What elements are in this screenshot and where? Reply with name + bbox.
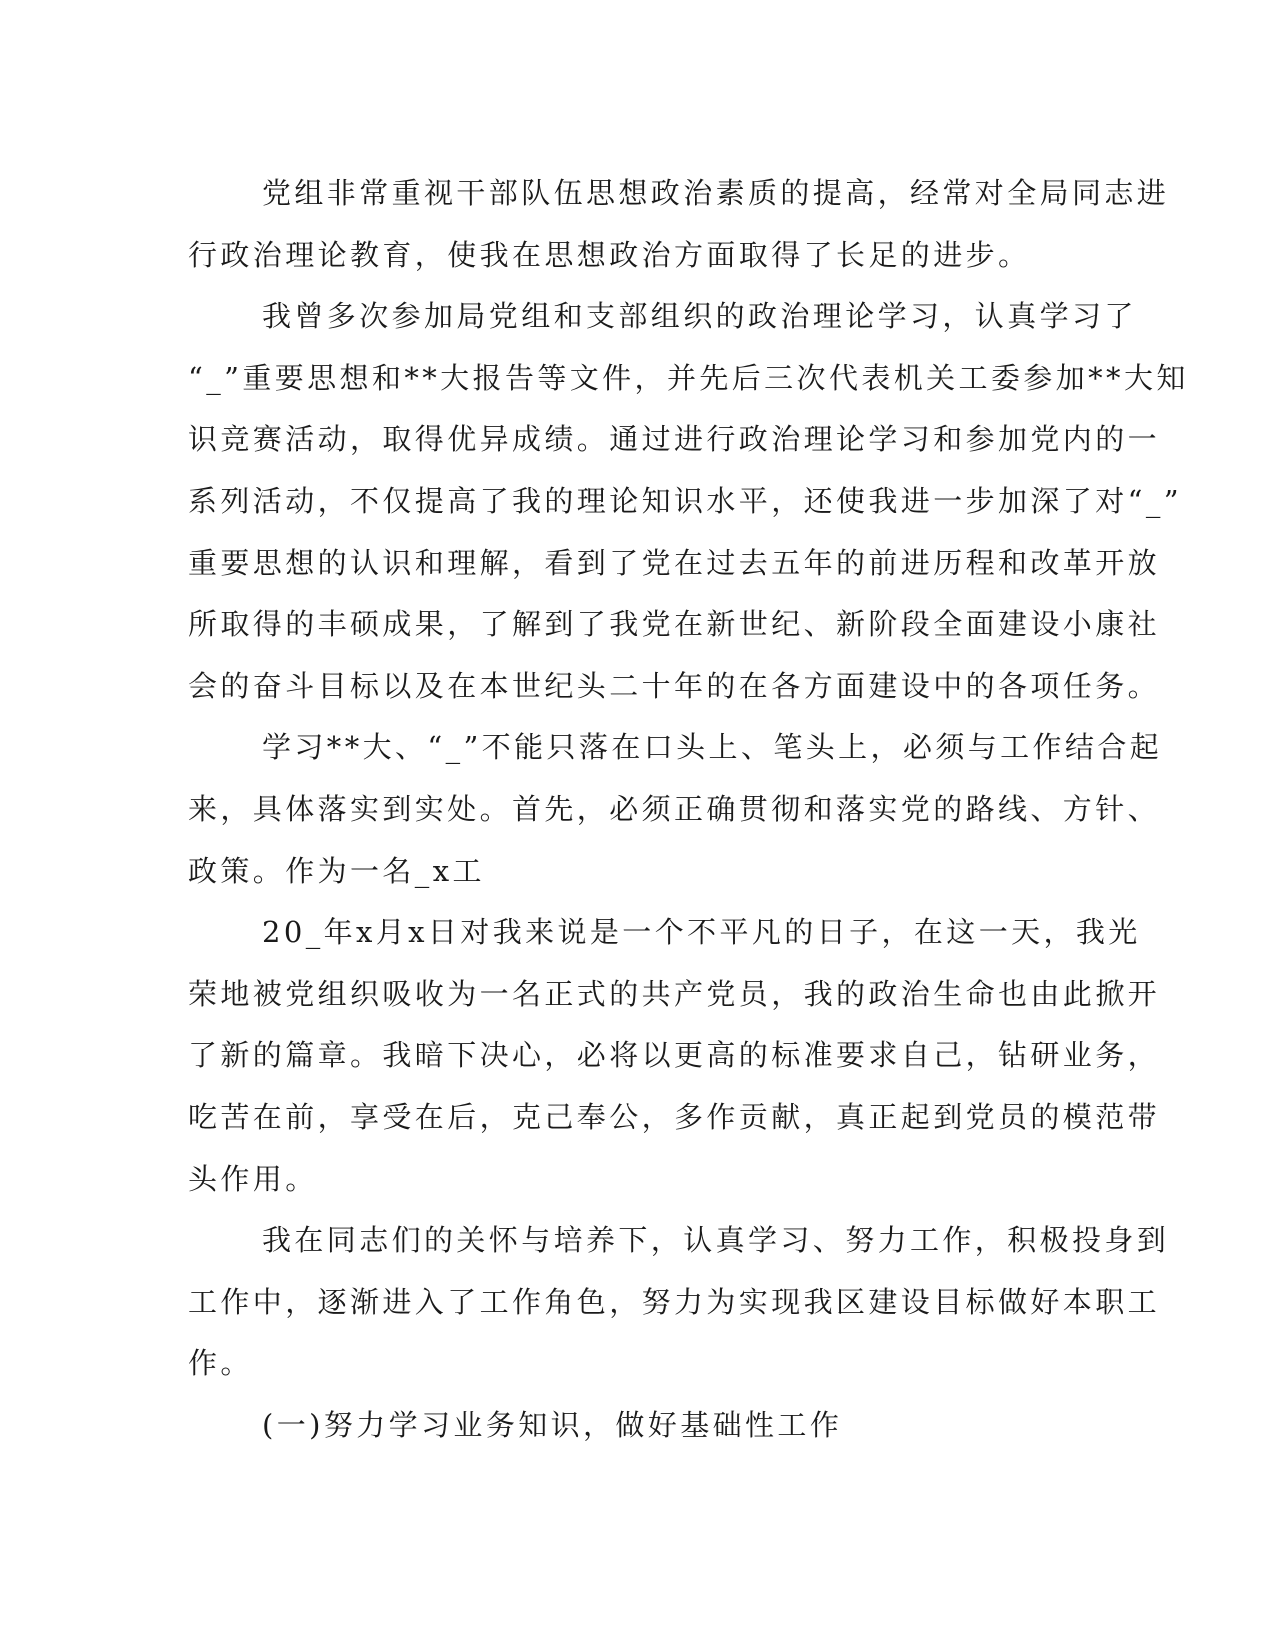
paragraph-line: “_”重要思想和**大报告等文件，并先后三次代表机关工委参加**大知 <box>188 360 1189 395</box>
paragraph-line: 20_年x月x日对我来说是一个不平凡的日子，在这一天，我光 <box>262 915 1141 950</box>
paragraph-line: 我在同志们的关怀与培养下，认真学习、努力工作，积极投身到 <box>262 1223 1170 1258</box>
paragraph-line: 系列活动，不仅提高了我的理论知识水平，还使我进一步加深了对“_” <box>188 483 1182 518</box>
paragraph-line: 工作中，逐渐进入了工作角色，努力为实现我区建设目标做好本职工 <box>188 1284 1161 1319</box>
document-body <box>188 163 1189 1456</box>
paragraph-line: 行政治理论教育，使我在思想政治方面取得了长足的进步。 <box>188 237 1031 272</box>
paragraph-line: 来，具体落实到实处。首先，必须正确贯彻和落实党的路线、方针、 <box>188 791 1161 826</box>
paragraph-line: 荣地被党组织吸收为一名正式的共产党员，我的政治生命也由此掀开 <box>188 976 1161 1011</box>
paragraph-line: 头作用。 <box>188 1161 318 1196</box>
paragraph-line: 了新的篇章。我暗下决心，必将以更高的标准要求自己，钻研业务， <box>188 1038 1161 1073</box>
paragraph-line: 重要思想的认识和理解，看到了党在过去五年的前进历程和改革开放 <box>188 545 1161 580</box>
section-heading: (一)努力学习业务知识，做好基础性工作 <box>262 1407 843 1442</box>
paragraph-line: 会的奋斗目标以及在本世纪头二十年的在各方面建设中的各项任务。 <box>188 668 1161 703</box>
paragraph-line: 作。 <box>188 1346 253 1381</box>
paragraph-line: 识竞赛活动，取得优异成绩。通过进行政治理论学习和参加党内的一 <box>188 422 1161 457</box>
paragraph-line: 所取得的丰硕成果，了解到了我党在新世纪、新阶段全面建设小康社 <box>188 607 1161 642</box>
paragraph-line: 党组非常重视干部队伍思想政治素质的提高，经常对全局同志进 <box>262 176 1170 210</box>
paragraph-line: 吃苦在前，享受在后，克己奉公，多作贡献，真正起到党员的模范带 <box>188 1099 1161 1134</box>
paragraph-line: 政策。作为一名_x工 <box>188 853 485 888</box>
paragraph-line: 我曾多次参加局党组和支部组织的政治理论学习，认真学习了 <box>262 299 1137 334</box>
paragraph-line: 学习**大、“_”不能只落在口头上、笔头上，必须与工作结合起 <box>262 730 1163 765</box>
